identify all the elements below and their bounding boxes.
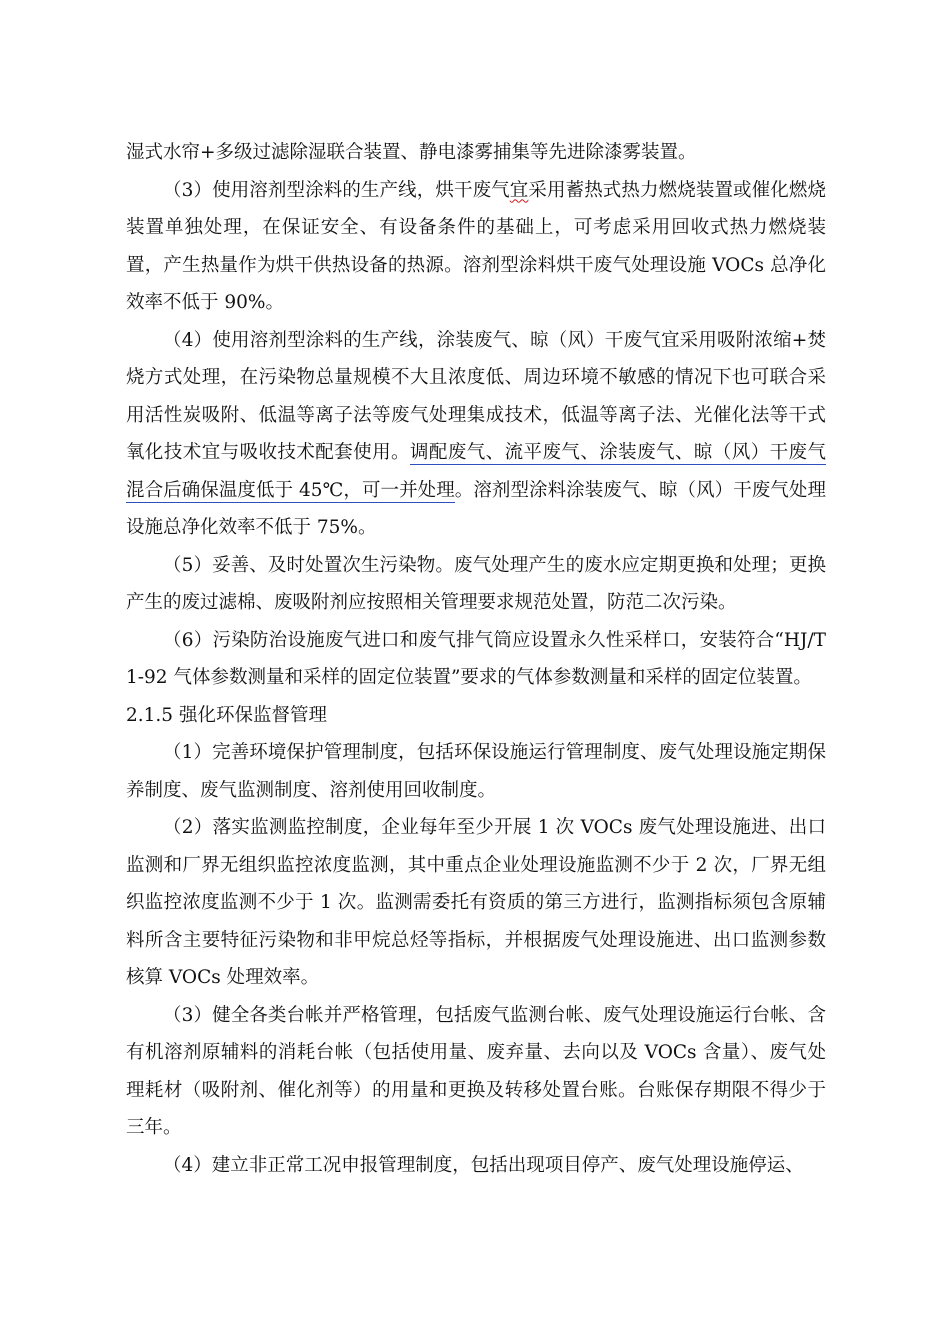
paragraph-item-5: （5）妥善、及时处置次生污染物。废气处理产生的废水应定期更换和处理；更换产生的废过滤棉、废吸附剂应按照相关管理要求规范处置，防范二次污染。 — [126, 554, 826, 613]
paragraph-item-3 — [126, 172, 826, 322]
paragraph-text: 。溶剂型涂料涂装废气、晾（风）干废气处理设施总净化效率不低于 75%。 — [126, 479, 826, 538]
paragraph-mgmt-4: （4）建立非正常工况申报管理制度，包括出现项目停产、废气处理设施停运、 — [163, 1154, 804, 1176]
paragraph-mgmt-3: （3）健全各类台帐并严格管理，包括废气监测台帐、废气处理设施运行台帐、含有机溶剂原辅料的消耗台帐（包括使用量、废弃量、去向以及 VOCs 含量）、废气处理耗材（吸附剂、催化剂等）的用量和更换及转移处置台账。台账保存期限不得少于三年。 — [126, 1004, 826, 1138]
spellcheck-marked-word: 宜 — [509, 179, 529, 201]
paragraph-continuation: 湿式水帘+多级过滤除湿联合装置、静电漆雾捕集等先进除漆雾装置。 — [126, 142, 697, 163]
underlined-text: 调配废气、流平废气、涂装废气、晾（风）干废气混合后确保温度低于 45℃，可一并处理 — [126, 442, 826, 501]
document-body — [126, 134, 826, 1184]
paragraph-text: 采用蓄热式热力燃烧装置或催化燃烧装置单独处理，在保证安全、有设备条件的基础上，可考虑采用回收式热力燃烧装置，产生热量作为烘干供热设备的热源。溶剂型涂料烘干废气处理设施 VOCs 总净化效率不低于 90%。 — [126, 179, 826, 313]
paragraph-mgmt-1: （1）完善环境保护管理制度，包括环保设施运行管理制度、废气处理设施定期保养制度、废气监测制度、溶剂使用回收制度。 — [126, 742, 826, 801]
paragraph-item-6: （6）污染防治设施废气进口和废气排气筒应设置永久性采样口，安装符合“HJ/T 1-92 气体参数测量和采样的固定位装置”要求的气体参数测量和采样的固定位装置。 — [126, 629, 826, 688]
paragraph-text: （4）使用溶剂型涂料的生产线，涂装废气、晾（风）干废气宜采用吸附浓缩+焚烧方式处理，在污染物总量规模不大且浓度低、周边环境不敏感的情况下也可联合采用活性炭吸附、低温等离子法等废气处理集成技术，低温等离子法、光催化法等干式氧化技术宜与吸收技术配套使用。 — [126, 329, 826, 463]
section-heading: 2.1.5 强化环保监督管理 — [126, 704, 327, 726]
paragraph-mgmt-2: （2）落实监测监控制度，企业每年至少开展 1 次 VOCs 废气处理设施进、出口监测和厂界无组织监控浓度监测，其中重点企业处理设施监测不少于 2 次，厂界无组织监控浓度监测不少于 1 次。监测需委托有资质的第三方进行，监测指标须包含原辅料所含主要特征污染物和非甲烷总烃等指标，并根据废气处理设施进、出口监测参数核算 VOCs 处理效率。 — [126, 817, 826, 988]
paragraph-item-4 — [126, 322, 826, 547]
paragraph-text: （3）使用溶剂型涂料的生产线，烘干废气 — [163, 179, 510, 201]
